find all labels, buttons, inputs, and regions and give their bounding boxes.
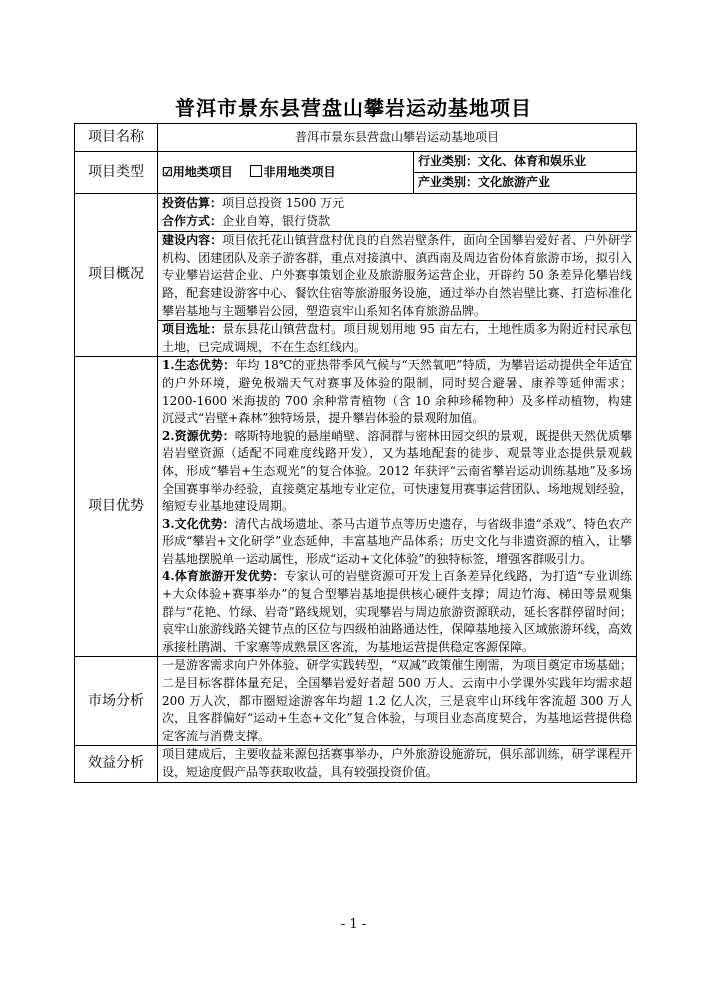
invest-label: 投资估算： — [162, 196, 223, 210]
construction-cell — [158, 232, 637, 321]
investment-cell — [158, 194, 637, 232]
site-label: 项目选址： — [162, 322, 223, 337]
row-investment — [75, 194, 637, 232]
site-cell — [158, 321, 637, 357]
advantage-head: 3.文化优势： — [162, 516, 235, 531]
advantage-head: 1.生态优势： — [162, 358, 236, 373]
label-market: 市场分析 — [75, 657, 158, 746]
row-project-type — [75, 152, 637, 173]
value-project-name: 普洱市景东县营盘山攀岩运动基地项目 — [158, 124, 637, 152]
advantage-text: 喀斯特地貌的悬崖峭壁、溶洞群与密林田园交织的景观，既提供天然优质攀岩岩壁资源（适配不同难度线路开发），又为基地配套的徒步、观景等业态提供景观载体，形成“攀岩+生态观光”的复合体验。2012 年获评“云南省攀岩运动训练基地”及多场全国赛事举办经验，直接奠定基地专业定位，可快速复用赛事运营团队、场地规划经验，缩短专业基地建设周期。 — [162, 428, 633, 514]
content-label: 建设内容： — [162, 233, 223, 248]
option-non-land-use: 非用地类项目 — [263, 164, 336, 179]
empty-checkbox-icon — [250, 165, 262, 177]
advantage-item — [162, 428, 632, 516]
sector-category — [414, 173, 637, 194]
benefit-text: 项目建成后，主要收益来源包括赛事举办，户外旅游设施游玩，俱乐部训练，研学课程开设，短途度假产品等获取收益，具有较强投资价值。 — [158, 746, 637, 782]
advantage-item — [162, 516, 632, 569]
advantage-text: 清代古战场遗址、茶马古道节点等历史遗存，与省级非遗“杀戏”、特色农产形成“攀岩+文化研学”业态延伸，丰富基地产品体系；历史文化与非遗资源的植入，让攀岩基地摆脱单一运动属性，形成“运动+文化体验”的独特标签，增强客群吸引力。 — [162, 516, 633, 566]
label-project-name: 项目名称 — [75, 124, 158, 152]
industry-value: 文化、体育和娱乐业 — [478, 154, 587, 169]
label-project-type: 项目类型 — [75, 152, 158, 194]
project-table — [74, 123, 637, 783]
checked-checkbox-icon: ☑ — [162, 164, 173, 179]
type-options — [158, 152, 414, 194]
row-project-name — [75, 124, 637, 152]
page-number: - 1 - — [340, 917, 367, 932]
industry-label: 行业类别： — [418, 154, 479, 169]
label-benefit: 效益分析 — [75, 746, 158, 782]
option-land-use: 用地类项目 — [172, 164, 233, 179]
row-market — [75, 657, 637, 746]
advantage-head: 2.资源优势： — [162, 428, 235, 443]
row-site — [75, 321, 637, 357]
invest-value: 项目总投资 1500 万元 — [222, 196, 345, 210]
sector-value: 文化旅游产业 — [478, 175, 551, 190]
site-value: 景东县花山镇营盘村。项目规划用地 95 亩左右，土地性质多为附近村民承包土地，已完成调规，不在生态红线内。 — [162, 322, 633, 354]
advantages-cell — [158, 357, 637, 657]
row-construction — [75, 232, 637, 321]
advantage-item — [162, 568, 632, 656]
industry-category — [414, 152, 637, 173]
label-advantages: 项目优势 — [75, 357, 158, 657]
advantage-text: 专家认可的岩壁资源可开发上百条差异化线路，为打造“专业训练+大众体验+赛事举办”的复合型攀岩基地提供核心硬件支撑；周边竹海、梯田等景观集群与“花艳、竹绿、岩奇”路线规划，实现攀岩与周边旅游资源联动，延长客群停留时间；哀牢山旅游线路关键节点的区位与四级柏油路通达性，保障基地接入区域旅游环线，高效承接杜鹃湖、千家寨等成熟景区客流，为基地运营提供稳定客源保障。 — [162, 569, 633, 654]
row-advantages — [75, 357, 637, 657]
advantage-head: 4.体育旅游开发优势： — [162, 569, 285, 584]
coop-value: 企业自筹，银行贷款 — [222, 213, 331, 228]
label-overview: 项目概况 — [75, 194, 158, 357]
content-value: 项目依托花山镇营盘村优良的自然岩壁条件，面向全国攀岩爱好者、户外研学机构、团建团队及亲子游客群，重点对接滇中、滇西南及周边省份体育旅游市场，拟引入专业攀岩运营企业、户外赛事策划企业及旅游服务运营企业，开辟约 50 条差异化攀岩线路，配套建设游客中心、餐饮住宿等旅游服务设施，通过举办自然岩壁比赛、打造标准化攀岩基地与主题攀岩公园，塑造哀牢山系知名体育旅游品牌。 — [162, 233, 633, 318]
coop-label: 合作方式： — [162, 213, 223, 228]
market-text: 一是游客需求向户外体验、研学实践转型，“双减”政策催生刚需，为项目奠定市场基础；二是目标客群体量充足，全国攀岩爱好者超 500 万人、云南中小学课外实践年均需求超 200 万人次，都市圈短途游客年均超 1.2 亿人次，三是哀牢山环线年客流超 300 万人次，且客群偏好“运动+生态+文化”复合体验，与项目业态高度契合，为基地运营提供稳定客流与消费支撑。 — [158, 657, 637, 746]
advantage-text: 年均 18℃的亚热带季风气候与“天然氧吧”特质，为攀岩运动提供全年适宜的户外环境，避免极端天气对赛事及体验的限制，同时契合避暑、康养等延伸需求；1200-1600 米海拔的 700 余种常青植物（含 10 余种珍稀物种）及多样动植物，构建沉浸式“岩壁+森林”独特场景，提升攀岩体验的景观附加值。 — [162, 358, 633, 426]
advantage-item — [162, 357, 632, 427]
row-benefit — [75, 746, 637, 782]
page-title: 普洱市景东县营盘山攀岩运动基地项目 — [175, 96, 532, 120]
sector-label: 产业类别： — [418, 175, 479, 190]
